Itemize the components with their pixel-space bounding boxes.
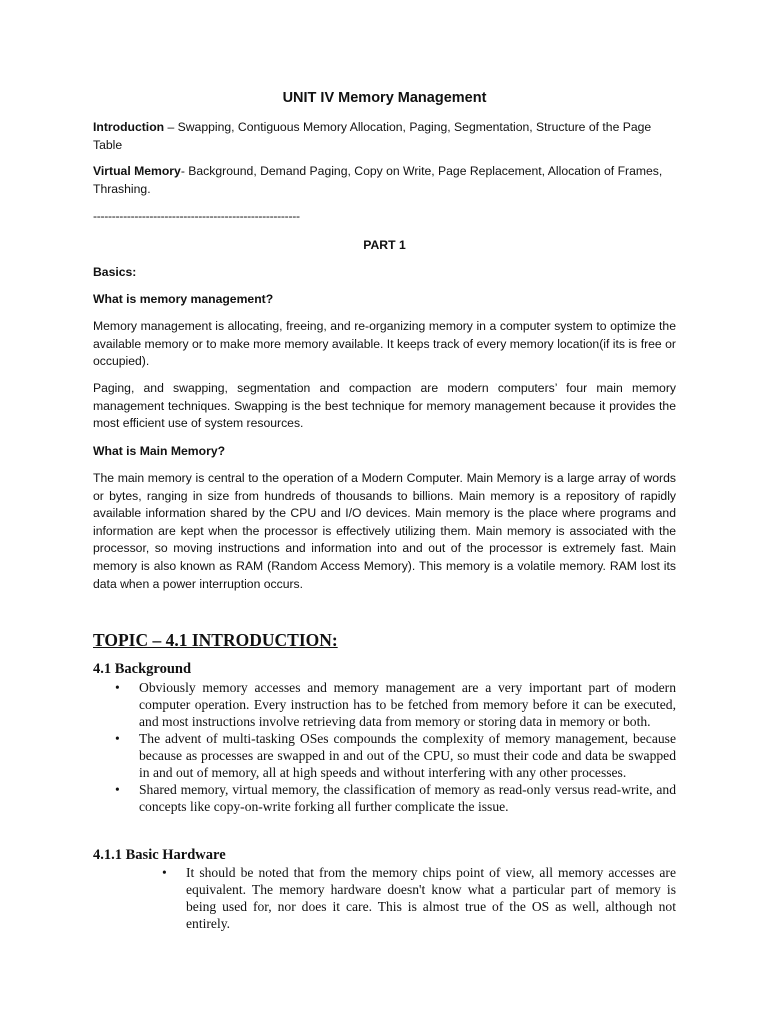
intro-label: Introduction [93, 120, 165, 134]
list-item [93, 781, 676, 815]
virtual-memory-line [93, 163, 676, 198]
virtual-memory-label: Virtual Memory [93, 164, 181, 178]
bullet-icon: • [115, 680, 120, 695]
paragraph-memory-management: Memory management is allocating, freeing, and re-organizing memory in a computer system to optimize the available memory or to make more memory available. It keeps track of every memory location(if its is free or occupied). [93, 319, 676, 369]
intro-text: – Swapping, Contiguous Memory Allocation, Paging, Segmentation, Structure of the Page Table [93, 120, 652, 152]
hardware-bullet-list [93, 864, 676, 932]
bullet-icon: • [115, 782, 120, 797]
bullet-icon: • [115, 731, 120, 746]
divider-line: ------------------------------------------------------- [93, 209, 300, 223]
virtual-memory-text: - Background, Demand Paging, Copy on Write, Page Replacement, Allocation of Frames, Thrashing. [93, 164, 663, 196]
paragraph-techniques: Paging, and swapping, segmentation and compaction are modern computers’ four main memory management techniques. Swapping is the best technique for memory management because it provides the most efficient use of system resources. [93, 381, 676, 431]
bullet-icon: • [162, 865, 167, 880]
list-item [93, 679, 676, 730]
background-bullet-list [93, 679, 676, 815]
question-memory-management: What is memory management? [93, 292, 274, 306]
list-item [93, 864, 676, 932]
question-main-memory: What is Main Memory? [93, 444, 226, 458]
list-item-text: The advent of multi-tasking OSes compounds the complexity of memory management, because because as processes are swapped in and out of the CPU, so must their code and data be swapped in and out of memory, all at high speeds and without interfering with any other processes. [139, 731, 676, 780]
list-item-text: It should be noted that from the memory chips point of view, all memory accesses are equivalent. The memory hardware doesn't know what a particular part of memory is being used for, nor does it care. This is almost true of the OS as well, although not entirely. [186, 865, 676, 931]
intro-line [93, 119, 676, 154]
paragraph-main-memory: The main memory is central to the operation of a Modern Computer. Main Memory is a large array of words or bytes, ranging in size from hundreds of thousands to billions. Main memory is a repository of rapidly available information shared by the CPU and I/O devices. Main memory is the place where programs and information are kept when the processor is effectively utilizing them. Main memory is associated with the processor, so moving instructions and information into and out of the processor is extremely fast. Main memory is also known as RAM (Random Access Memory). This memory is a volatile memory. RAM lost its data when a power interruption occurs. [93, 471, 676, 591]
basics-heading: Basics: [93, 265, 137, 279]
basic-hardware-heading: 4.1.1 Basic Hardware [93, 847, 226, 863]
document-title: UNIT IV Memory Management [282, 90, 487, 106]
background-heading: 4.1 Background [93, 661, 192, 677]
list-item-text: Obviously memory accesses and memory management are a very important part of modern computer operation. Every instruction has to be fetched from memory before it can be executed, and most instructions involve retrieving data from memory or storing data in memory or both. [139, 680, 676, 729]
topic-heading: TOPIC – 4.1 INTRODUCTION: [93, 630, 338, 650]
list-item [93, 730, 676, 781]
list-item-text: Shared memory, virtual memory, the classification of memory as read-only versus read-write, and concepts like copy-on-write forking all further complicate the issue. [139, 782, 676, 814]
part-heading: PART 1 [363, 238, 406, 252]
